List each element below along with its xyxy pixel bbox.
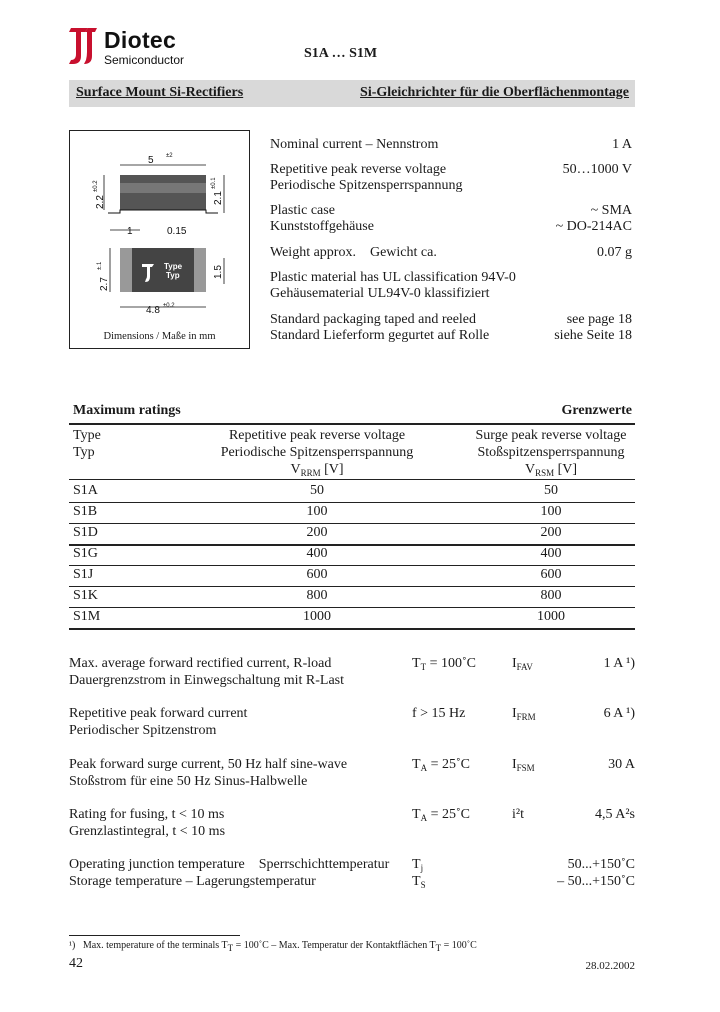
spec-label: Weight approx. Gewicht ca. (270, 245, 437, 260)
dim-left-tol: ±.1 (97, 261, 103, 270)
temp-operating-value: 50...+150˚C (567, 857, 635, 872)
spec-value: see page 18 (566, 312, 632, 327)
spec-value: 1 A (612, 137, 632, 152)
rating-condition: $T_A$ = 25˚C (412, 757, 470, 773)
dimensions-caption: Dimensions / Maße in mm (103, 331, 216, 342)
header-vrsm-de: Stoßspitzensperrspannung (477, 445, 625, 460)
cell-type: S1D (73, 525, 98, 540)
dim-bottom-tol: ±0.2 (163, 303, 175, 309)
cell-vrsm: 600 (540, 567, 562, 582)
rating-symbol: $I_{FRM}$ (512, 706, 536, 722)
table-header-type (73, 427, 101, 461)
dim-top-label: 5 (148, 155, 154, 166)
dim-bottom-label: 4.8 (146, 305, 160, 316)
spec-value: 50…1000 V (562, 162, 632, 177)
rating-condition: $T_A$ = 25˚C (412, 807, 470, 823)
cell-type: S1J (73, 567, 94, 582)
table-row (69, 607, 635, 628)
table-row (69, 481, 635, 502)
table-row (69, 544, 635, 565)
rating-label-de: Periodischer Spitzenstrom (69, 723, 217, 738)
header-vrsm-en: Surge peak reverse voltage (475, 428, 627, 443)
cell-vrsm: 800 (540, 588, 562, 603)
cell-type: S1B (73, 504, 98, 519)
spec-label-de: Kunststoffgehäuse (270, 219, 374, 234)
cell-type: S1K (73, 588, 98, 603)
spec-value-de: siehe Seite 18 (554, 328, 632, 343)
spec-label-de: Gehäusematerial UL94V-0 klassifiziert (270, 286, 490, 301)
table-header-vrsm (455, 427, 647, 482)
cell-vrsm: 400 (540, 546, 562, 561)
rating-value: 4,5 A²s (595, 807, 635, 822)
rating-symbol: $I_{FSM}$ (512, 757, 535, 773)
page-number: 42 (69, 956, 83, 971)
rating-value: 6 A ¹) (603, 706, 635, 721)
header-type-de: Typ (73, 445, 95, 460)
footnote-rule (69, 935, 240, 936)
temp-operating-label: Operating junction temperature Sperrschichttemperatur (69, 857, 390, 872)
title-english: Surface Mount Si-Rectifiers (76, 85, 244, 100)
rating-label-de: Dauergrenzstrom in Einwegschaltung mit R-Last (69, 673, 345, 688)
spec-label-de: Periodische Spitzensperrspannung (270, 178, 463, 193)
rating-symbol: $I_{FAV}$ (512, 656, 533, 672)
spec-label: Plastic case (270, 203, 335, 218)
dim-height-tol: ±0.2 (93, 180, 99, 192)
brand-name: Diotec (104, 27, 177, 53)
header-type-en: Type (73, 428, 101, 443)
dim-right-label: 2.1 (213, 191, 224, 205)
table-row (69, 586, 635, 607)
table-header-vrrm (200, 427, 434, 482)
cell-vrrm: 800 (306, 588, 328, 603)
spec-label: Nominal current – Nennstrom (270, 137, 439, 152)
header-vrsm-symbol: $V_{RSM}$ [V] (524, 462, 578, 478)
cell-vrsm: 100 (540, 504, 562, 519)
table-title-de: Grenzwerte (561, 403, 632, 418)
rating-label-de: Stoßstrom für eine 50 Hz Sinus-Halbwelle (69, 774, 308, 789)
rating-label-de: Grenzlastintegral, t < 10 ms (69, 824, 226, 839)
rating-label: Repetitive peak forward current (69, 706, 248, 721)
rating-value: 30 A (608, 757, 635, 772)
cell-vrrm: 1000 (303, 609, 331, 624)
table-row (69, 565, 635, 586)
cell-vrrm: 400 (306, 546, 328, 561)
spec-label: Plastic material has UL classification 94V-0 (270, 270, 516, 285)
spec-label-de: Standard Lieferform gegurtet auf Rolle (270, 328, 490, 343)
cell-vrrm: 50 (310, 483, 324, 498)
header-vrrm-symbol: $V_{RRM}$ [V] (290, 462, 344, 478)
cell-type: S1G (73, 546, 98, 561)
table-rule-header (69, 479, 635, 480)
cell-vrsm: 50 (544, 483, 558, 498)
rating-label: Rating for fusing, t < 10 ms (69, 807, 225, 822)
footnote: ¹) Max. temperature of the terminals $T_T$ = 100˚C – Max. Temperatur der Kontaktflächen $T_T$ = 100˚C (69, 940, 477, 953)
cell-type: S1M (73, 609, 101, 624)
cell-vrsm: 200 (540, 525, 562, 540)
document-title: S1A … S1M (304, 46, 378, 61)
dim-lead-label: 1 (127, 226, 133, 237)
spec-value: ~ SMA (590, 203, 632, 218)
dim-right-tol: ±0.1 (211, 177, 217, 189)
dim-height-label: 2.2 (95, 195, 106, 209)
package-dimension-drawing (70, 131, 249, 327)
header-vrrm-en: Repetitive peak reverse voltage (228, 428, 406, 443)
dim-left-label: 2.7 (99, 277, 110, 291)
cell-vrrm: 600 (306, 567, 328, 582)
cell-vrsm: 1000 (537, 609, 565, 624)
temp-storage-value: – 50...+150˚C (557, 874, 635, 889)
package-body-text-2: Typ (166, 271, 180, 280)
table-rule-top (69, 423, 635, 425)
table-title-en: Maximum ratings (73, 403, 181, 418)
spec-value-de: ~ DO-214AC (555, 219, 632, 234)
rating-value: 1 A ¹) (603, 656, 635, 671)
rating-label: Max. average forward rectified current, R-load (69, 656, 332, 671)
spec-label: Repetitive peak reverse voltage (270, 162, 447, 177)
temp-storage-label: Storage temperature – Lagerungstemperatur (69, 874, 316, 889)
title-german: Si-Gleichrichter für die Oberflächenmontage (360, 85, 629, 100)
diotec-logo-icon (68, 26, 98, 66)
table-row-rule (69, 628, 635, 630)
dim-lead-thickness: 0.15 (167, 226, 187, 237)
rating-condition: f > 15 Hz (412, 706, 466, 721)
cell-vrrm: 200 (306, 525, 328, 540)
table-row (69, 502, 635, 523)
header-vrrm-de: Periodische Spitzensperrspannung (220, 445, 414, 460)
cell-type: S1A (73, 483, 98, 498)
spec-label: Standard packaging taped and reeled (270, 312, 477, 327)
table-row (69, 523, 635, 544)
dim-width-label: 1.5 (213, 265, 224, 279)
rating-label: Peak forward surge current, 50 Hz half sine-wave (69, 757, 348, 772)
brand-subtitle: Semiconductor (104, 53, 185, 67)
rating-symbol: i²t (512, 807, 524, 822)
temp-storage-symbol: $T_S$ (412, 874, 426, 890)
dim-top-tol: ±2 (166, 153, 173, 159)
page-date: 28.02.2002 (585, 960, 635, 972)
package-body-text-1: Type (164, 262, 183, 271)
temp-operating-symbol: $T_j$ (412, 857, 424, 873)
spec-value: 0.07 g (597, 245, 632, 260)
cell-vrrm: 100 (306, 504, 328, 519)
rating-condition: $T_T$ = 100˚C (412, 656, 476, 672)
